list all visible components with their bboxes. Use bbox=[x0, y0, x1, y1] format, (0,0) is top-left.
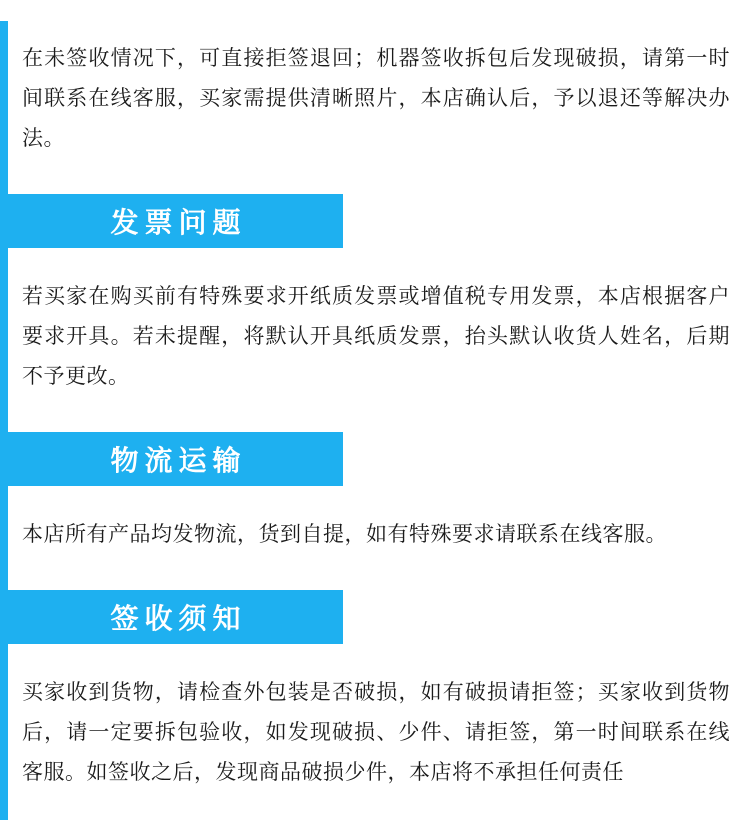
section-heading-invoice-label: 发票问题 bbox=[110, 207, 247, 238]
spacer bbox=[8, 248, 750, 256]
spacer bbox=[8, 576, 750, 590]
section-heading-receipt-label: 签收须知 bbox=[110, 603, 247, 634]
section-heading-invoice bbox=[8, 194, 343, 248]
spacer bbox=[8, 418, 750, 432]
section-body-invoice: 若买家在购买前有特殊要求开纸质发票或增值税专用发票，本店根据客户要求开具。若未提醒，将默认开具纸质发票，抬头默认收货人姓名，后期不予更改。 bbox=[22, 285, 730, 388]
section-body-receipt: 买家收到货物，请检查外包装是否破损，如有破损请拒签；买家收到货物后，请一定要拆包验收，如发现破损、少件、请拒签，第一时间联系在线客服。如签收之后，发现商品破损少件，本店将不承担任何责任 bbox=[22, 681, 730, 784]
spacer bbox=[8, 486, 750, 494]
section-body-logistics: 本店所有产品均发物流，货到自提，如有特殊要求请联系在线客服。 bbox=[22, 523, 667, 546]
section-heading-receipt bbox=[8, 590, 343, 644]
document-content bbox=[0, 21, 750, 793]
spacer bbox=[8, 644, 750, 652]
spacer bbox=[8, 180, 750, 194]
section-heading-logistics-label: 物流运输 bbox=[110, 445, 247, 476]
section-heading-logistics bbox=[8, 432, 343, 486]
document-page bbox=[0, 21, 750, 820]
intro-paragraph: 在未签收情况下，可直接拒签退回；机器签收拆包后发现破损，请第一时间联系在线客服，买家需提供清晰照片，本店确认后，予以退还等解决办法。 bbox=[22, 47, 730, 150]
